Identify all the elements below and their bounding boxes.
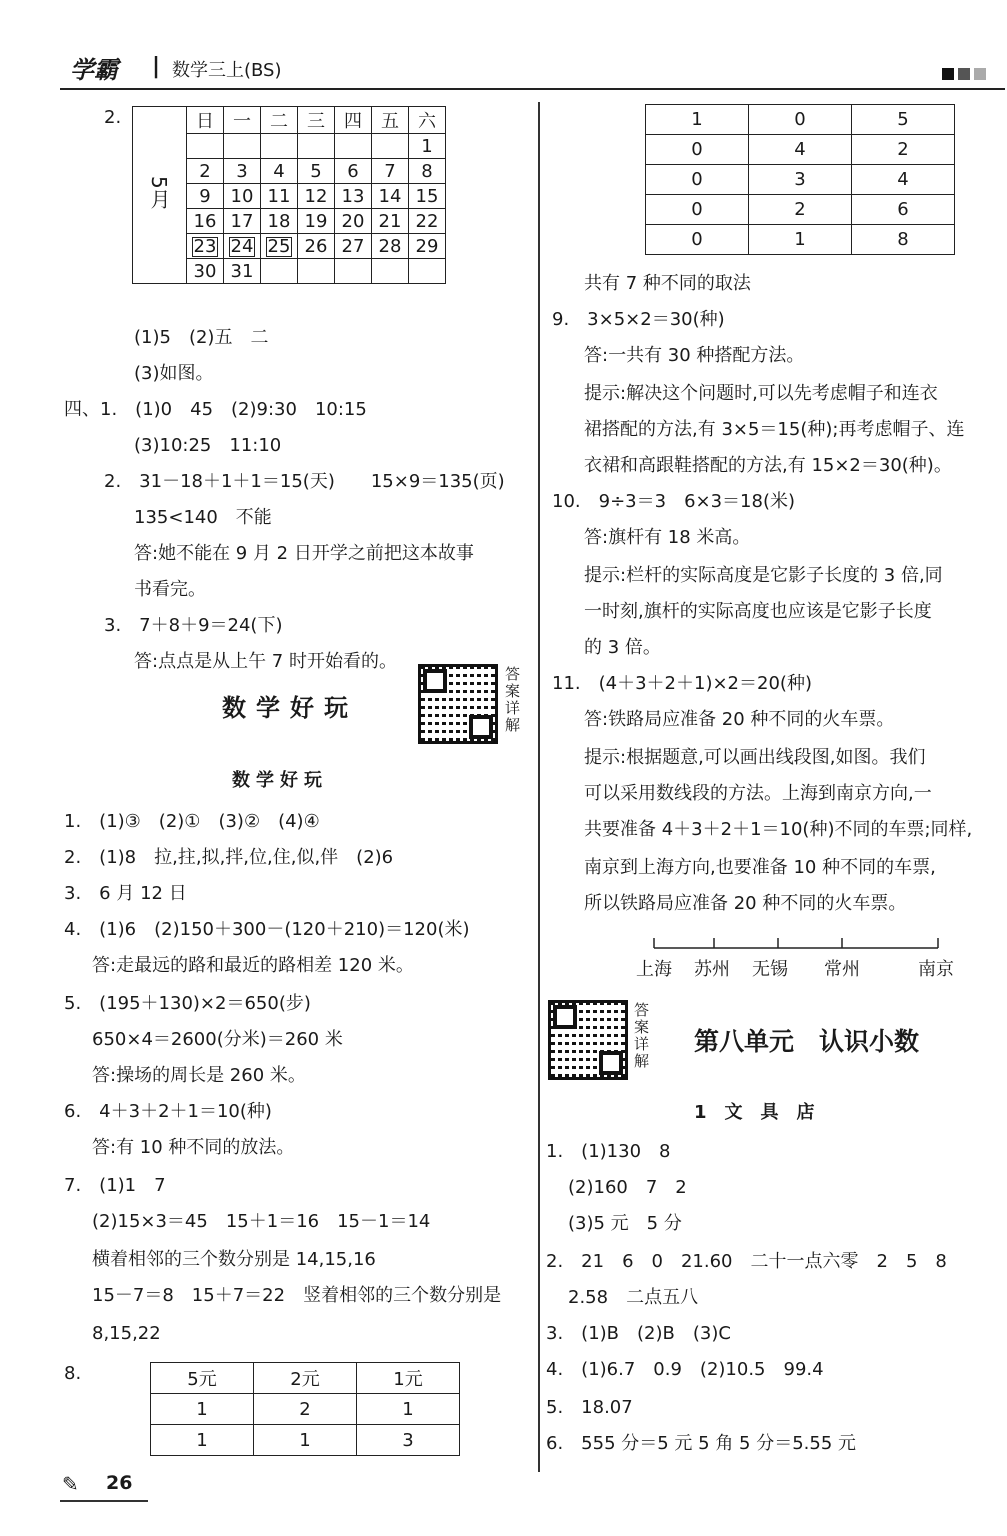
day-cell: 22	[409, 209, 446, 234]
hint-line: 所以铁路局应准备 20 种不同的火车票。	[584, 893, 907, 914]
table-cell: 0	[749, 105, 852, 135]
table-cell: 4	[749, 135, 852, 165]
day-cell: 13	[335, 184, 372, 209]
page-number: 26	[106, 1472, 133, 1494]
answer-line: 9. 3×5×2＝30(种)	[552, 309, 725, 330]
answer-line: 2. (1)8 拉,拄,拟,拌,位,住,似,伴 (2)6	[64, 847, 394, 868]
day-cell: 31	[224, 259, 261, 284]
day-cell: 5	[298, 159, 335, 184]
day-cell	[409, 259, 446, 284]
answer-line: (2)160 7 2	[568, 1177, 687, 1198]
answer-line: 答:操场的周长是 260 米。	[92, 1065, 306, 1086]
column-divider	[538, 102, 540, 1472]
weekday-cell: 五	[372, 107, 409, 134]
day-cell	[187, 134, 224, 159]
weekday-cell: 日	[187, 107, 224, 134]
station-label: 无锡	[752, 959, 788, 980]
section-subtitle: 数学好玩	[232, 770, 328, 791]
table-header: 1元	[357, 1363, 460, 1394]
header-rule	[60, 88, 1005, 90]
table-cell: 3	[749, 165, 852, 195]
station-label: 南京	[918, 959, 954, 980]
answer-line: 10. 9÷3＝3 6×3＝18(米)	[552, 491, 795, 512]
day-cell: 9	[187, 184, 224, 209]
day-cell	[261, 259, 298, 284]
money-table	[150, 1362, 460, 1456]
answer-line: 5. (195＋130)×2＝650(步)	[64, 993, 311, 1014]
answer-line: 135<140 不能	[134, 507, 272, 528]
answer-line: 答:有 10 种不同的放法。	[92, 1137, 295, 1158]
day-cell: 12	[298, 184, 335, 209]
day-cell	[372, 134, 409, 159]
qr-code[interactable]	[418, 664, 498, 744]
table-cell: 1	[357, 1394, 460, 1425]
table-cell: 5	[852, 105, 955, 135]
table-cell: 4	[852, 165, 955, 195]
answer-line: 4. (1)6.7 0.9 (2)10.5 99.4	[546, 1359, 824, 1380]
day-cell: 17	[224, 209, 261, 234]
answer-line: 1. (1)③ (2)① (3)② (4)④	[64, 811, 320, 832]
day-cell: 14	[372, 184, 409, 209]
answer-line: 3. 7＋8＋9＝24(下)	[104, 615, 283, 636]
day-cell	[372, 259, 409, 284]
answer-line: 四、1. (1)0 45 (2)9:30 10:15	[64, 399, 367, 420]
station-label: 常州	[824, 959, 860, 980]
table-cell: 3	[357, 1425, 460, 1456]
logo-separator: |	[152, 54, 161, 79]
hint-line: 的 3 倍。	[584, 637, 661, 658]
answer-line: (2)15×3＝45 15＋1＝16 15－1＝14	[92, 1211, 431, 1232]
table-cell: 6	[852, 195, 955, 225]
footer-rule	[60, 1500, 148, 1502]
day-cell: 2	[187, 159, 224, 184]
day-cell: 10	[224, 184, 261, 209]
unit-title: 第八单元 认识小数	[694, 1027, 920, 1056]
answer-line: 答:旗杆有 18 米高。	[584, 527, 751, 548]
route-line-diagram	[650, 936, 942, 956]
q8-label: 8.	[64, 1363, 82, 1384]
answer-line: (1)5 (2)五 二	[134, 327, 269, 348]
answer-line: (3)5 元 5 分	[568, 1213, 682, 1234]
calendar-month: 5月	[133, 107, 187, 284]
answer-line: (3)10:25 11:10	[134, 435, 282, 456]
answer-line: 答:走最远的路和最近的路相差 120 米。	[92, 955, 414, 976]
answer-line: 3. 6 月 12 日	[64, 883, 187, 904]
answer-line: 书看完。	[134, 579, 206, 600]
hint-line: 可以采用数线段的方法。上海到南京方向,一	[584, 783, 932, 804]
header-square-2	[958, 68, 970, 80]
q2-label: 2.	[104, 107, 122, 128]
section-title: 数学好玩	[222, 694, 358, 722]
day-cell: 18	[261, 209, 298, 234]
day-cell: 1	[409, 134, 446, 159]
answer-line: 5. 18.07	[546, 1397, 633, 1418]
brand-logo: 学霸	[70, 56, 118, 84]
table-cell: 2	[749, 195, 852, 225]
day-cell	[335, 134, 372, 159]
day-cell: 16	[187, 209, 224, 234]
weekday-cell: 六	[409, 107, 446, 134]
day-cell-marked: 25	[261, 234, 298, 259]
answer-line: 2. 31－18＋1＋1＝15(天) 15×9＝135(页)	[104, 471, 505, 492]
calendar-table	[132, 106, 446, 284]
answer-line: 共有 7 种不同的取法	[584, 273, 751, 294]
day-cell-marked: 23	[187, 234, 224, 259]
day-cell	[261, 134, 298, 159]
weekday-cell: 四	[335, 107, 372, 134]
day-cell: 27	[335, 234, 372, 259]
qr-label: 答案详解	[634, 1001, 650, 1070]
hint-line: 衣裙和高跟鞋搭配的方法,有 15×2＝30(种)。	[584, 455, 952, 476]
answer-line: 横着相邻的三个数分别是 14,15,16	[92, 1249, 376, 1270]
hint-line: 一时刻,旗杆的实际高度也应该是它影子长度	[584, 601, 932, 622]
table-cell: 1	[151, 1425, 254, 1456]
table-cell: 0	[646, 225, 749, 255]
answer-line: 11. (4＋3＋2＋1)×2＝20(种)	[552, 673, 812, 694]
day-cell: 19	[298, 209, 335, 234]
weekday-cell: 一	[224, 107, 261, 134]
answer-line: 2.58 二点五八	[568, 1287, 699, 1308]
answer-line: 答:她不能在 9 月 2 日开学之前把这本故事	[134, 543, 474, 564]
table-cell: 1	[646, 105, 749, 135]
day-cell: 29	[409, 234, 446, 259]
station-label: 苏州	[694, 959, 730, 980]
hint-line: 提示:栏杆的实际高度是它影子长度的 3 倍,同	[584, 565, 943, 586]
answer-line: 6. 4＋3＋2＋1＝10(种)	[64, 1101, 272, 1122]
hint-line: 裙搭配的方法,有 3×5＝15(种);再考虑帽子、连	[584, 419, 965, 440]
hint-line: 提示:解决这个问题时,可以先考虑帽子和连衣	[584, 383, 938, 404]
answer-line: 15－7＝8 15＋7＝22 竖着相邻的三个数分别是	[92, 1285, 502, 1306]
answer-line: 1. (1)130 8	[546, 1141, 671, 1162]
day-cell: 15	[409, 184, 446, 209]
table-cell: 8	[852, 225, 955, 255]
table-header: 2元	[254, 1363, 357, 1394]
table-cell: 1	[749, 225, 852, 255]
day-cell	[224, 134, 261, 159]
table-cell: 0	[646, 165, 749, 195]
day-cell: 26	[298, 234, 335, 259]
qr-code[interactable]	[548, 1000, 628, 1080]
day-cell: 7	[372, 159, 409, 184]
day-cell: 4	[261, 159, 298, 184]
combination-table	[645, 104, 955, 255]
hint-line: 共要准备 4＋3＋2＋1＝10(种)不同的车票;同样,	[584, 819, 973, 840]
qr-label: 答案详解	[505, 665, 521, 734]
day-cell: 11	[261, 184, 298, 209]
answer-line: 答:一共有 30 种搭配方法。	[584, 345, 805, 366]
table-cell: 2	[852, 135, 955, 165]
answer-line: 答:点点是从上午 7 时开始看的。	[134, 651, 397, 672]
answer-line: 650×4＝2600(分米)＝260 米	[92, 1029, 343, 1050]
day-cell: 6	[335, 159, 372, 184]
table-cell: 1	[254, 1425, 357, 1456]
answer-line: 4. (1)6 (2)150＋300－(120＋210)＝120(米)	[64, 919, 470, 940]
day-cell: 20	[335, 209, 372, 234]
table-cell: 0	[646, 195, 749, 225]
table-header: 5元	[151, 1363, 254, 1394]
day-cell	[298, 259, 335, 284]
table-cell: 2	[254, 1394, 357, 1425]
header-square-1	[942, 68, 954, 80]
pencil-icon: ✎	[62, 1472, 79, 1496]
hint-line: 提示:根据题意,可以画出线段图,如图。我们	[584, 747, 926, 768]
day-cell: 3	[224, 159, 261, 184]
book-title: 数学三上(BS)	[172, 60, 282, 81]
answer-line: 3. (1)B (2)B (3)C	[546, 1323, 731, 1344]
day-cell	[298, 134, 335, 159]
weekday-cell: 三	[298, 107, 335, 134]
day-cell: 8	[409, 159, 446, 184]
weekday-cell: 二	[261, 107, 298, 134]
lesson-title: 1 文 具 店	[694, 1102, 815, 1123]
day-cell: 21	[372, 209, 409, 234]
table-cell: 1	[151, 1394, 254, 1425]
answer-line: 2. 21 6 0 21.60 二十一点六零 2 5 8	[546, 1251, 947, 1272]
table-cell: 0	[646, 135, 749, 165]
day-cell: 28	[372, 234, 409, 259]
answer-line: 7. (1)1 7	[64, 1175, 166, 1196]
answer-line: 8,15,22	[92, 1323, 161, 1344]
station-label: 上海	[636, 959, 672, 980]
header-square-3	[974, 68, 986, 80]
day-cell-marked: 24	[224, 234, 261, 259]
answer-line: (3)如图。	[134, 363, 214, 384]
answer-line: 答:铁路局应准备 20 种不同的火车票。	[584, 709, 895, 730]
day-cell	[335, 259, 372, 284]
hint-line: 南京到上海方向,也要准备 10 种不同的车票,	[584, 857, 936, 878]
day-cell: 30	[187, 259, 224, 284]
answer-line: 6. 555 分＝5 元 5 角 5 分＝5.55 元	[546, 1433, 857, 1454]
